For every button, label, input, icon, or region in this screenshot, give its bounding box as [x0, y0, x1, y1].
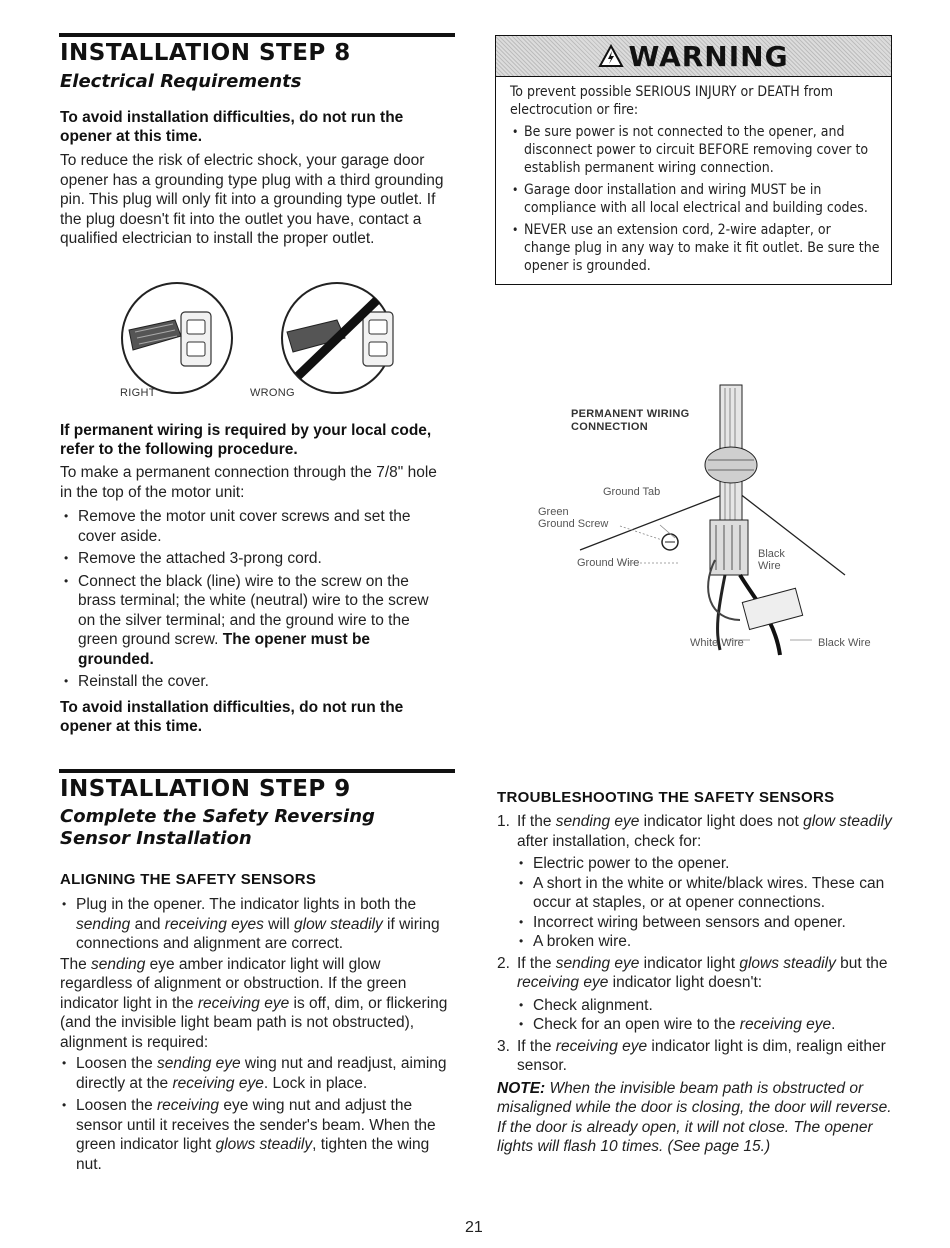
right-label: RIGHT — [120, 387, 156, 399]
diagram-caption-line: CONNECTION — [571, 421, 648, 433]
step8-title: INSTALLATION STEP 8 — [60, 40, 351, 66]
text: after installation, check for: — [517, 832, 702, 850]
step9-top-rule — [59, 769, 455, 773]
troubleshooting-body — [497, 812, 892, 1157]
troubleshooting-heading: TROUBLESHOOTING THE SAFETY SENSORS — [497, 789, 835, 806]
permanent-heading: If permanent wiring is required by your local code, refer to the following procedure. — [60, 422, 432, 458]
label-black-wire-upper — [758, 548, 785, 572]
text: receiving eye — [555, 1037, 648, 1055]
right-plug-circle — [122, 283, 232, 393]
label-line: Black — [758, 548, 785, 560]
list-item: • Incorrect wiring between sensors and opener. — [517, 913, 892, 933]
warning-box — [495, 35, 892, 285]
text: receiving — [157, 1097, 220, 1114]
warning-bullet: • Be sure power is not connected to the opener, and disconnect power to circuit BEFORE removing cover to establish permanent wiring connection. — [510, 123, 881, 177]
label-line: Ground Screw — [538, 518, 609, 530]
diagram-caption-line: PERMANENT WIRING — [571, 408, 690, 420]
page-number: 21 — [465, 1219, 483, 1236]
text: eye amber indicator light will glow regardless of alignment or obstruction. If the green indicator light in the — [60, 955, 407, 1012]
text: sending eye — [157, 1055, 241, 1072]
list-item — [517, 1015, 892, 1035]
text: Plug in the opener. The indicator lights in both the — [76, 896, 417, 913]
text: indicator light is dim, realign either sensor. — [517, 1037, 886, 1074]
step8-intro: To reduce the risk of electric shock, your garage door opener has a grounding type plug with a third grounding pin. This plug will only fit into a grounding type outlet. If the plug doesn't fit into the outlet you have, contact a qualified electrician to install the proper outlet. — [60, 152, 444, 247]
text: indicator light — [639, 954, 740, 972]
connect-text: Connect the black (line) wire to the screw on the brass terminal; the white (neutral) wire to the screw on the silver terminal; and the ground wire to the green ground screw. — [78, 572, 429, 648]
text: receiving eyes — [164, 915, 264, 933]
text: receiving eye — [517, 974, 609, 991]
text: sending — [91, 955, 146, 973]
warning-bullet: • Garage door installation and wiring MUST be in compliance with all local electrical and building codes. — [510, 181, 881, 217]
permanent-steps — [62, 507, 447, 692]
wrong-label: WRONG — [250, 387, 295, 399]
sub-list — [497, 996, 892, 1035]
text: but the — [835, 954, 888, 972]
list-item: • A broken wire. — [517, 932, 892, 952]
list-item — [497, 954, 892, 993]
list-item — [497, 1037, 892, 1076]
text: If the — [517, 813, 556, 830]
wrong-plug-circle — [282, 283, 393, 393]
sub-list — [497, 854, 892, 952]
warning-header — [496, 36, 891, 77]
text: . Lock in place. — [263, 1074, 368, 1092]
text: indicator light does not — [639, 813, 804, 830]
step8-caution-end: To avoid installation difficulties, do not run the opener at this time. — [60, 699, 404, 735]
permanent-intro: To make a permanent connection through the 7/8" hole in the top of the motor unit: — [60, 464, 437, 501]
text: The — [60, 955, 92, 973]
warning-bullet: • NEVER use an extension cord, 2-wire adapter, or change plug in any way to make it fit outlet. Be sure the opener is grounded. — [510, 221, 881, 275]
aligning-heading: ALIGNING THE SAFETY SENSORS — [60, 871, 317, 888]
text: receiving eye — [197, 994, 290, 1012]
text: is off, dim, or flickering (and the invisible light beam path is not obstructed), alignment is required: — [60, 994, 448, 1051]
text: sending eye — [555, 813, 640, 830]
list-item: • Remove the attached 3-prong cord. — [62, 549, 447, 569]
text: eye wing nut and adjust the sensor until it receives the sender's beam. When the green indicator light — [76, 1097, 436, 1153]
step8-caution: To avoid installation difficulties, do not run the opener at this time. — [60, 109, 404, 145]
list-item: • Remove the motor unit cover screws and set the cover aside. — [62, 507, 447, 546]
list-item — [62, 572, 447, 670]
step8-subtitle: Electrical Requirements — [60, 71, 302, 92]
text: will — [263, 915, 294, 933]
text: if wiring connections and alignment are correct. — [76, 915, 440, 952]
list-item — [497, 812, 892, 851]
item-number: 2. — [497, 954, 510, 972]
label-black-wire: Black Wire — [818, 637, 871, 649]
label-ground-tab: Ground Tab — [603, 486, 661, 498]
sensor-paragraph — [60, 955, 452, 1053]
text: If the — [517, 1037, 556, 1055]
warning-intro: To prevent possible SERIOUS INJURY or DEATH from electrocution or fire: — [510, 84, 833, 118]
text: glow steadily — [294, 915, 383, 933]
list-item: • Electric power to the opener. — [517, 854, 892, 874]
list-item: • A short in the white or white/black wires. These can occur at staples, or at opener connections. — [517, 874, 892, 913]
connect-bold: The opener must be grounded. — [78, 631, 371, 668]
note-text: When the invisible beam path is obstructed or misaligned while the door is closing, the door will reverse. If the door is already open, it will not close. The opener lights will flash 10 times. (See page 15.) — [497, 1079, 892, 1155]
text: and — [130, 915, 165, 933]
text: sending — [76, 915, 131, 933]
step9-subtitle — [60, 806, 450, 850]
step9-title: INSTALLATION STEP 9 — [60, 776, 351, 802]
list-item — [60, 1096, 452, 1174]
text: If the — [517, 954, 556, 972]
diagram-caption — [571, 408, 689, 434]
item-number: 1. — [497, 813, 510, 830]
text: indicator light doesn't: — [608, 974, 763, 991]
warning-body — [496, 77, 891, 275]
text: wing nut and readjust, aiming directly at the — [76, 1055, 447, 1092]
label-white-wire: White Wire — [690, 637, 744, 649]
text: sending eye — [555, 954, 640, 972]
note — [497, 1079, 892, 1157]
item-number: 3. — [497, 1037, 510, 1055]
list-item — [60, 895, 452, 954]
text: , tighten the wing nut. — [76, 1136, 430, 1173]
subtitle-line: Complete the Safety Reversing — [60, 806, 375, 827]
list-item: • Check alignment. — [517, 996, 892, 1016]
list-item: • Reinstall the cover. — [62, 672, 447, 692]
subtitle-line: Sensor Installation — [60, 828, 252, 849]
text: glows steadily — [215, 1136, 313, 1153]
text: Loosen the — [76, 1097, 158, 1114]
label-line: Green — [538, 506, 569, 518]
text: glow steadily — [803, 813, 892, 830]
label-line: Wire — [758, 560, 781, 572]
label-green-screw — [538, 506, 608, 530]
warning-title: WARNING — [628, 39, 789, 73]
list-item — [60, 1054, 452, 1093]
label-ground-wire: Ground Wire — [577, 557, 640, 569]
text: receiving eye — [172, 1074, 264, 1092]
note-label: NOTE: — [497, 1079, 546, 1097]
text: glows steadily — [739, 954, 836, 972]
text: receiving eye — [739, 1016, 832, 1033]
step8-top-rule — [59, 33, 455, 37]
step9-body — [60, 895, 452, 1174]
text: Check for an open wire to the — [533, 1016, 740, 1033]
text: . — [831, 1016, 836, 1033]
warning-triangle-icon — [598, 44, 624, 68]
text: Loosen the — [76, 1055, 158, 1072]
